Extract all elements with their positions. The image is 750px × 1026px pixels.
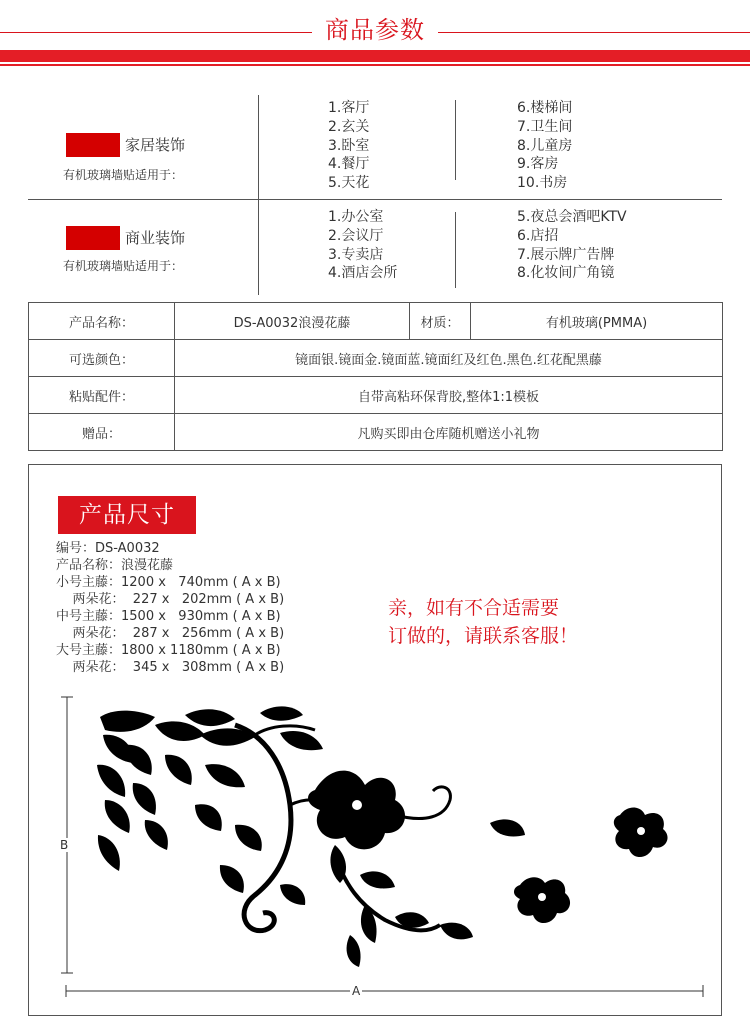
section-title: 商品参数 [325,16,425,44]
spec-line: 两朵花： 287 x 256mm ( A x B) [56,626,285,641]
custom-line-1: 亲，如有不合适需要 [388,597,560,619]
list-item: 10.书房 [517,175,568,192]
list-item: 7.卫生间 [517,118,573,135]
commercial-label: 商业装饰 [125,229,186,247]
list-item: 3.卧室 [328,137,370,154]
accessory-label: 粘贴配件： [29,377,175,414]
home-applies: 有机玻璃墙贴适用于： [63,168,184,182]
list-item: 9.客房 [517,156,559,173]
list-item: 1.客厅 [328,100,370,116]
list-item: 2.玄关 [328,118,370,135]
size-title: 产品尺寸 [58,496,196,534]
spec-line: 产品名称：浪漫花藤 [56,558,174,573]
color-label: 可选颜色： [29,340,175,377]
dim-b-label: B [60,838,69,852]
list-item: 4.餐厅 [328,156,370,173]
custom-line-2: 订做的，请联系客服！ [388,625,579,647]
spec-line: 两朵花： 345 x 308mm ( A x B) [56,660,285,675]
accessory-value: 自带高粘环保背胶,整体1:1模板 [175,377,723,414]
list-item: 4.酒店会所 [328,265,398,282]
dim-a-label: A [352,984,361,998]
list-item: 8.化妆间广角镜 [517,265,615,282]
name-label: 产品名称： [29,303,175,340]
list-item: 3.专卖店 [328,246,384,263]
gift-label: 赠品： [29,414,175,451]
list-item: 5.天花 [328,175,370,192]
spec-line: 小号主藤：1200 x 740mm ( A x B) [56,575,281,590]
spec-line: 中号主藤：1500 x 930mm ( A x B) [56,609,281,624]
name-value: DS-A0032浪漫花藤 [175,303,410,340]
material-label: 材质： [410,303,471,340]
list-item: 5.夜总会酒吧KTV [517,209,627,225]
list-item: 6.店招 [517,227,559,244]
gift-value: 凡购买即由仓库随机赠送小礼物 [175,414,723,451]
color-value: 镜面银.镜面金.镜面蓝.镜面红及红色.黑色.红花配黑藤 [175,340,723,377]
list-item: 7.展示牌广告牌 [517,246,615,263]
list-item: 1.办公室 [328,209,384,225]
spec-line: 大号主藤：1800 x 1180mm ( A x B) [56,643,281,658]
spec-line: 编号：DS-A0032 [56,541,160,556]
home-label: 家居装饰 [125,136,186,154]
commercial-applies: 有机玻璃墙贴适用于： [63,259,184,273]
material-value: 有机玻璃(PMMA) [471,303,723,340]
spec-line: 两朵花： 227 x 202mm ( A x B) [56,592,285,607]
list-item: 2.会议厅 [328,227,384,244]
list-item: 8.儿童房 [517,137,573,154]
list-item: 6.楼梯间 [517,100,573,116]
vine-illustration [95,705,695,975]
